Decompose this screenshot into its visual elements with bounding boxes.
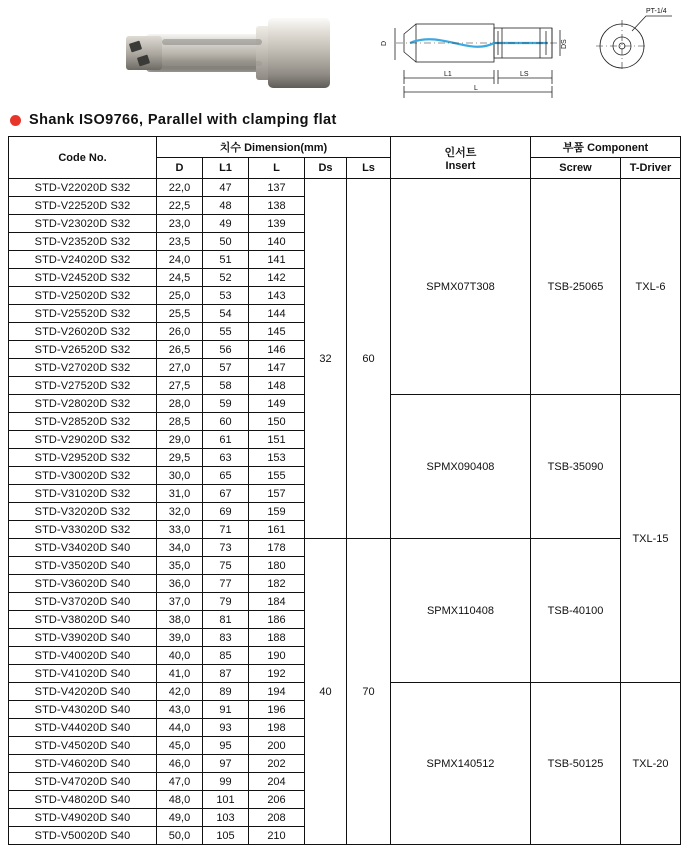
cell-l1: 53 xyxy=(203,287,249,305)
cell-l: 142 xyxy=(249,269,305,287)
cell-ds: 40 xyxy=(305,539,347,845)
cell-d: 28,0 xyxy=(157,395,203,413)
cell-l1: 51 xyxy=(203,251,249,269)
cell-tdriver: TXL-15 xyxy=(621,395,681,683)
cell-code-no: STD-V42020D S40 xyxy=(9,683,157,701)
cell-l1: 73 xyxy=(203,539,249,557)
illustration-area xyxy=(0,0,688,110)
cell-d: 23,5 xyxy=(157,233,203,251)
cell-code-no: STD-V32020D S32 xyxy=(9,503,157,521)
cell-code-no: STD-V33020D S32 xyxy=(9,521,157,539)
cell-d: 24,0 xyxy=(157,251,203,269)
cell-l: 204 xyxy=(249,773,305,791)
cell-code-no: STD-V34020D S40 xyxy=(9,539,157,557)
thread-label: PT-1/4 xyxy=(646,8,667,15)
cell-code-no: STD-V23520D S32 xyxy=(9,233,157,251)
cell-code-no: STD-V27020D S32 xyxy=(9,359,157,377)
cell-d: 27,5 xyxy=(157,377,203,395)
cell-code-no: STD-V24520D S32 xyxy=(9,269,157,287)
header-insert-en: Insert xyxy=(445,159,476,172)
cell-ls: 70 xyxy=(347,539,391,845)
cell-l1: 49 xyxy=(203,215,249,233)
cell-l: 196 xyxy=(249,701,305,719)
dim-label-ds: DS xyxy=(561,39,568,49)
cell-l: 190 xyxy=(249,647,305,665)
cell-l1: 101 xyxy=(203,791,249,809)
cell-code-no: STD-V26520D S32 xyxy=(9,341,157,359)
bullet-icon xyxy=(10,115,21,126)
header-component xyxy=(531,137,681,158)
cell-l1: 61 xyxy=(203,431,249,449)
header-component-kr: 부품 xyxy=(562,142,585,154)
cell-l: 140 xyxy=(249,233,305,251)
cell-l1: 103 xyxy=(203,809,249,827)
header-insert xyxy=(391,137,531,179)
cell-l1: 58 xyxy=(203,377,249,395)
cell-code-no: STD-V48020D S40 xyxy=(9,791,157,809)
table-header xyxy=(9,137,681,179)
cell-code-no: STD-V44020D S40 xyxy=(9,719,157,737)
cell-l1: 59 xyxy=(203,395,249,413)
cell-code-no: STD-V45020D S40 xyxy=(9,737,157,755)
cell-d: 26,5 xyxy=(157,341,203,359)
header-d: D xyxy=(157,158,203,179)
cell-l: 182 xyxy=(249,575,305,593)
cell-code-no: STD-V47020D S40 xyxy=(9,773,157,791)
header-code-no: Code No. xyxy=(9,137,157,179)
cell-code-no: STD-V26020D S32 xyxy=(9,323,157,341)
cell-l: 178 xyxy=(249,539,305,557)
cell-screw: TSB-25065 xyxy=(531,179,621,395)
cell-l1: 47 xyxy=(203,179,249,197)
cell-l1: 85 xyxy=(203,647,249,665)
cell-l: 200 xyxy=(249,737,305,755)
tool-flute-upper xyxy=(162,39,262,45)
cell-l: 188 xyxy=(249,629,305,647)
header-ls: Ls xyxy=(347,158,391,179)
cell-l1: 93 xyxy=(203,719,249,737)
cell-code-no: STD-V49020D S40 xyxy=(9,809,157,827)
cell-d: 34,0 xyxy=(157,539,203,557)
cell-code-no: STD-V41020D S40 xyxy=(9,665,157,683)
cell-d: 42,0 xyxy=(157,683,203,701)
cell-l1: 87 xyxy=(203,665,249,683)
cell-d: 25,5 xyxy=(157,305,203,323)
cell-l: 210 xyxy=(249,827,305,845)
cell-code-no: STD-V29020D S32 xyxy=(9,431,157,449)
cell-d: 37,0 xyxy=(157,593,203,611)
cell-l: 150 xyxy=(249,413,305,431)
cell-l: 202 xyxy=(249,755,305,773)
header-screw: Screw xyxy=(531,158,621,179)
cell-l1: 75 xyxy=(203,557,249,575)
cell-code-no: STD-V40020D S40 xyxy=(9,647,157,665)
section-heading xyxy=(0,110,688,134)
header-insert-kr: 인서트 xyxy=(444,146,477,159)
cell-code-no: STD-V50020D S40 xyxy=(9,827,157,845)
cell-tdriver: TXL-20 xyxy=(621,683,681,845)
cell-ds: 32 xyxy=(305,179,347,539)
cell-l1: 55 xyxy=(203,323,249,341)
cell-l: 151 xyxy=(249,431,305,449)
cell-insert: SPMX07T308 xyxy=(391,179,531,395)
tool-flute-lower xyxy=(162,61,262,66)
cell-d: 28,5 xyxy=(157,413,203,431)
cell-l: 180 xyxy=(249,557,305,575)
cell-l: 194 xyxy=(249,683,305,701)
table-body xyxy=(9,179,681,845)
cell-l1: 105 xyxy=(203,827,249,845)
cell-l: 198 xyxy=(249,719,305,737)
cell-screw: TSB-35090 xyxy=(531,395,621,539)
cell-d: 32,0 xyxy=(157,503,203,521)
cell-code-no: STD-V27520D S32 xyxy=(9,377,157,395)
cell-l1: 99 xyxy=(203,773,249,791)
cell-code-no: STD-V23020D S32 xyxy=(9,215,157,233)
cell-code-no: STD-V43020D S40 xyxy=(9,701,157,719)
cell-d: 22,0 xyxy=(157,179,203,197)
cell-l1: 54 xyxy=(203,305,249,323)
cell-l: 145 xyxy=(249,323,305,341)
cell-l1: 50 xyxy=(203,233,249,251)
cell-l: 206 xyxy=(249,791,305,809)
cell-d: 45,0 xyxy=(157,737,203,755)
cell-d: 40,0 xyxy=(157,647,203,665)
cell-l: 138 xyxy=(249,197,305,215)
cell-code-no: STD-V24020D S32 xyxy=(9,251,157,269)
cell-d: 31,0 xyxy=(157,485,203,503)
cell-d: 50,0 xyxy=(157,827,203,845)
cell-l1: 97 xyxy=(203,755,249,773)
cell-code-no: STD-V28520D S32 xyxy=(9,413,157,431)
cell-insert: SPMX110408 xyxy=(391,539,531,683)
specification-table xyxy=(8,136,681,845)
cell-d: 30,0 xyxy=(157,467,203,485)
header-tdriver: T-Driver xyxy=(621,158,681,179)
table-row xyxy=(9,179,681,197)
cell-l: 184 xyxy=(249,593,305,611)
cell-d: 35,0 xyxy=(157,557,203,575)
cell-l1: 69 xyxy=(203,503,249,521)
cell-d: 46,0 xyxy=(157,755,203,773)
cell-l: 146 xyxy=(249,341,305,359)
cell-l1: 67 xyxy=(203,485,249,503)
cell-code-no: STD-V46020D S40 xyxy=(9,755,157,773)
cell-code-no: STD-V36020D S40 xyxy=(9,575,157,593)
header-l: L xyxy=(249,158,305,179)
cell-d: 24,5 xyxy=(157,269,203,287)
cell-insert: SPMX090408 xyxy=(391,395,531,539)
cell-l1: 79 xyxy=(203,593,249,611)
cell-code-no: STD-V38020D S40 xyxy=(9,611,157,629)
drill-tool-photo xyxy=(118,6,328,100)
cell-l: 161 xyxy=(249,521,305,539)
cell-l1: 81 xyxy=(203,611,249,629)
header-ds: Ds xyxy=(305,158,347,179)
cell-d: 33,0 xyxy=(157,521,203,539)
cell-d: 41,0 xyxy=(157,665,203,683)
cell-code-no: STD-V25520D S32 xyxy=(9,305,157,323)
cell-code-no: STD-V39020D S40 xyxy=(9,629,157,647)
tool-shank xyxy=(268,18,330,88)
dim-label-l: L xyxy=(474,85,478,92)
cell-d: 36,0 xyxy=(157,575,203,593)
cell-d: 25,0 xyxy=(157,287,203,305)
cell-d: 29,0 xyxy=(157,431,203,449)
cell-l1: 48 xyxy=(203,197,249,215)
cell-l: 141 xyxy=(249,251,305,269)
cell-l1: 65 xyxy=(203,467,249,485)
cell-l: 147 xyxy=(249,359,305,377)
cell-code-no: STD-V29520D S32 xyxy=(9,449,157,467)
cell-tdriver: TXL-6 xyxy=(621,179,681,395)
cell-d: 43,0 xyxy=(157,701,203,719)
cell-d: 22,5 xyxy=(157,197,203,215)
cell-l: 157 xyxy=(249,485,305,503)
cell-code-no: STD-V28020D S32 xyxy=(9,395,157,413)
cell-insert: SPMX140512 xyxy=(391,683,531,845)
cell-l1: 52 xyxy=(203,269,249,287)
cell-l1: 56 xyxy=(203,341,249,359)
cell-d: 23,0 xyxy=(157,215,203,233)
dim-label-d: D xyxy=(381,40,388,46)
cell-l1: 89 xyxy=(203,683,249,701)
cell-l1: 83 xyxy=(203,629,249,647)
cell-l: 149 xyxy=(249,395,305,413)
cell-code-no: STD-V22520D S32 xyxy=(9,197,157,215)
cell-d: 47,0 xyxy=(157,773,203,791)
cell-code-no: STD-V35020D S40 xyxy=(9,557,157,575)
cell-l1: 91 xyxy=(203,701,249,719)
cell-l: 186 xyxy=(249,611,305,629)
cell-l1: 95 xyxy=(203,737,249,755)
cell-d: 48,0 xyxy=(157,791,203,809)
cell-screw: TSB-40100 xyxy=(531,539,621,683)
cell-l: 139 xyxy=(249,215,305,233)
section-heading-label: Shank ISO9766, Parallel with clamping flat xyxy=(29,112,337,128)
dim-label-ls: LS xyxy=(520,71,529,78)
cell-code-no: STD-V30020D S32 xyxy=(9,467,157,485)
cell-d: 26,0 xyxy=(157,323,203,341)
cell-l: 143 xyxy=(249,287,305,305)
cell-d: 38,0 xyxy=(157,611,203,629)
cell-code-no: STD-V25020D S32 xyxy=(9,287,157,305)
cell-l: 155 xyxy=(249,467,305,485)
cell-l: 144 xyxy=(249,305,305,323)
cell-ls: 60 xyxy=(347,179,391,539)
cell-d: 29,5 xyxy=(157,449,203,467)
cell-l1: 71 xyxy=(203,521,249,539)
dim-label-l1: L1 xyxy=(444,71,452,78)
header-l1: L1 xyxy=(203,158,249,179)
cell-l1: 57 xyxy=(203,359,249,377)
cell-l: 208 xyxy=(249,809,305,827)
cell-d: 44,0 xyxy=(157,719,203,737)
cell-d: 39,0 xyxy=(157,629,203,647)
technical-drawing xyxy=(380,4,680,104)
cell-l: 153 xyxy=(249,449,305,467)
cell-code-no: STD-V31020D S32 xyxy=(9,485,157,503)
header-component-en: Component xyxy=(587,142,649,154)
cell-l1: 60 xyxy=(203,413,249,431)
cell-d: 27,0 xyxy=(157,359,203,377)
header-dimension: 치수 Dimension(mm) xyxy=(157,137,391,158)
cell-l: 192 xyxy=(249,665,305,683)
cell-l: 159 xyxy=(249,503,305,521)
cell-code-no: STD-V37020D S40 xyxy=(9,593,157,611)
table-row xyxy=(9,539,681,557)
cell-l: 148 xyxy=(249,377,305,395)
cell-screw: TSB-50125 xyxy=(531,683,621,845)
cell-l1: 63 xyxy=(203,449,249,467)
cell-l1: 77 xyxy=(203,575,249,593)
cell-d: 49,0 xyxy=(157,809,203,827)
cell-code-no: STD-V22020D S32 xyxy=(9,179,157,197)
cell-l: 137 xyxy=(249,179,305,197)
